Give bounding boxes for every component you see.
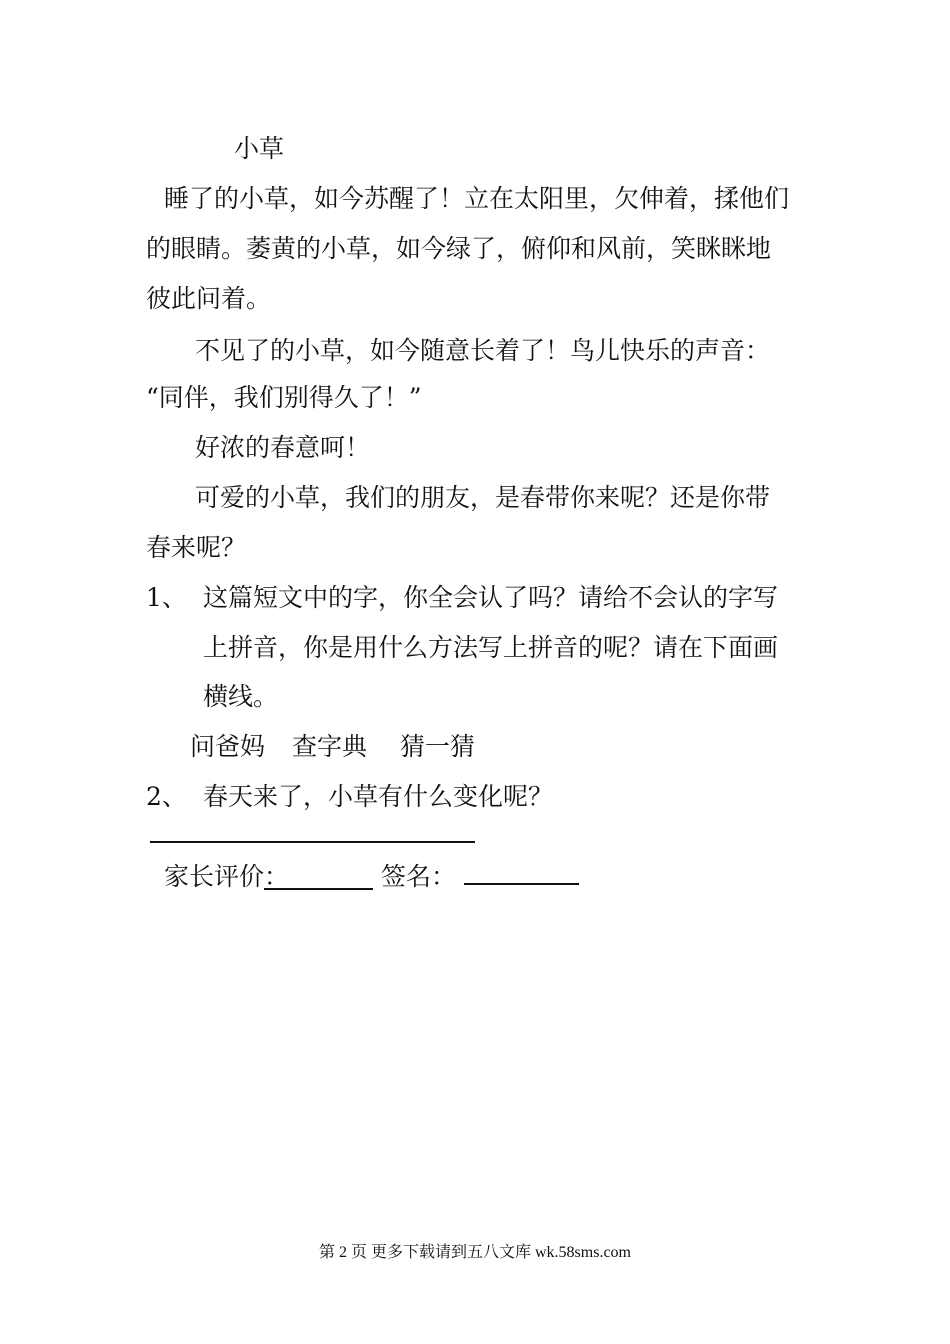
question-1-option-dictionary[interactable]: 查字典 — [292, 732, 368, 761]
passage-paragraph-2-line-2: “同伴，我们别得久了！” — [146, 383, 422, 412]
passage-paragraph-1-line-2: 的眼睛。萎黄的小草，如今绿了，俯仰和风前，笑眯眯地 — [146, 234, 772, 263]
page-title: 小草 — [234, 134, 285, 163]
passage-paragraph-4-line-2: 春来呢？ — [146, 533, 247, 562]
parent-section — [164, 857, 579, 892]
parent-evaluation-colon: ： — [264, 862, 290, 891]
passage-paragraph-1-line-1: 睡了的小草，如今苏醒了！立在太阳里，欠伸着，揉他们 — [164, 184, 790, 213]
passage-paragraph-4-line-1: 可爱的小草，我们的朋友，是春带你来呢？还是你带 — [195, 483, 771, 512]
question-2-answer-line[interactable] — [150, 841, 475, 843]
parent-evaluation-blank[interactable] — [264, 862, 373, 890]
question-1-number: 1、 — [146, 583, 187, 612]
signature-blank[interactable] — [464, 857, 579, 885]
passage-paragraph-2-line-1: 不见了的小草，如今随意长着了！鸟儿快乐的声音： — [195, 336, 771, 365]
question-2-line-1: 春天来了，小草有什么变化呢？ — [203, 782, 554, 811]
question-2-number: 2、 — [146, 782, 187, 811]
question-1-line-2: 上拼音，你是用什么方法写上拼音的呢？请在下面画 — [203, 633, 779, 662]
passage-paragraph-3: 好浓的春意呵！ — [195, 433, 371, 462]
question-1-option-guess[interactable]: 猜一猜 — [400, 732, 476, 761]
parent-evaluation-label: 家长评价 — [164, 862, 265, 891]
question-1-line-3: 横线。 — [203, 682, 279, 711]
question-1-line-1: 这篇短文中的字，你全会认了吗？请给不会认的字写 — [203, 583, 779, 612]
passage-paragraph-1-line-3: 彼此问着。 — [146, 284, 272, 313]
question-1-option-ask-parents[interactable]: 问爸妈 — [190, 732, 266, 761]
page-footer: 第 2 页 更多下载请到五八文库 wk.58sms.com — [318, 1244, 631, 1261]
signature-label: 签名： — [380, 862, 456, 891]
